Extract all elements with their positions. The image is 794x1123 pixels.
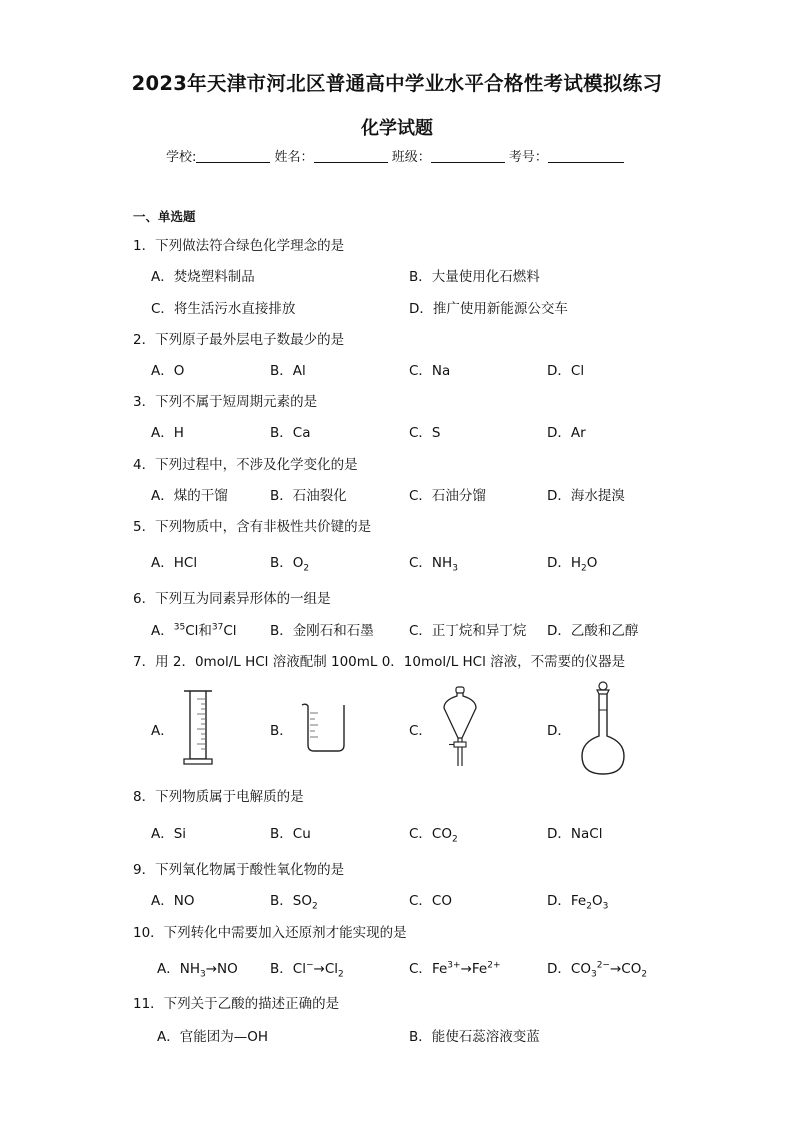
option-c-text: C．NH (409, 555, 453, 571)
option-d: D．Ar (547, 425, 586, 441)
option-b: B．Al (270, 363, 306, 379)
question-stem: 5．下列物质中，含有非极性共价键的是 (133, 519, 372, 535)
subscript: 2 (303, 563, 310, 574)
option-d (547, 889, 608, 912)
subscript: 2 (311, 901, 318, 912)
question-stem: 3．下列不属于短周期元素的是 (133, 394, 318, 410)
option-c: C．石油分馏 (409, 488, 486, 504)
option-a: A．煤的干馏 (151, 488, 228, 504)
option-d (547, 957, 647, 980)
option-d: D． (547, 723, 571, 739)
section-heading: 一、单选题 (133, 209, 196, 224)
subscript: 2 (641, 969, 648, 980)
product: CO (621, 961, 642, 977)
question-stem: 9．下列氧化物属于酸性氧化物的是 (133, 862, 345, 878)
name-label: 姓名： (274, 150, 314, 165)
option-a (151, 619, 237, 639)
class-label: 班级： (391, 150, 431, 165)
option-b: B．能使石蕊溶液变蓝 (409, 1029, 540, 1045)
reaction-arrow: → (460, 961, 472, 977)
product: Fe (471, 961, 488, 977)
option-b: B．金刚石和石墨 (270, 623, 374, 639)
subscript: 3 (602, 901, 609, 912)
option-a: A．官能团为—OH (157, 1029, 269, 1045)
question-stem: 8．下列物质属于电解质的是 (133, 789, 304, 805)
option-c (409, 551, 458, 574)
option-d: D．乙酸和乙醇 (547, 623, 639, 639)
option-b: B． (270, 723, 293, 739)
option-d: D．海水提溴 (547, 488, 625, 504)
volumetric-flask-icon (578, 680, 628, 778)
option-c-text: C． (409, 961, 432, 977)
question-stem: 10．下列转化中需要加入还原剂才能实现的是 (133, 925, 407, 941)
option-d: D．推广使用新能源公交车 (409, 301, 568, 317)
option-b-text: B．O (270, 555, 304, 571)
option-b-text: B． (270, 961, 293, 977)
option-a-text: A． (151, 623, 174, 639)
separatory-funnel-icon (440, 686, 480, 768)
school-label: 学校: (166, 150, 197, 165)
graduated-cylinder-icon (181, 689, 215, 767)
reaction-arrow: → (313, 961, 325, 977)
option-c: C．Na (409, 363, 451, 379)
option-a: A．H (151, 425, 184, 441)
subscript: 2 (581, 563, 587, 574)
conjunction: 和 (198, 623, 212, 639)
reactant: NH (179, 961, 200, 977)
option-a: A．HCl (151, 555, 198, 571)
school-blank[interactable] (196, 150, 270, 163)
superscript: 3+ (447, 960, 461, 971)
id-blank[interactable] (548, 150, 624, 163)
reactant: Fe (431, 961, 448, 977)
option-a: A．NO (151, 893, 195, 909)
reaction-arrow: → (205, 961, 218, 977)
option-b: B．石油裂化 (270, 488, 347, 504)
reactant: CO (570, 961, 591, 977)
option-a: A． (151, 723, 174, 739)
element-symbol: Cl (223, 623, 237, 639)
product: Cl (324, 961, 338, 977)
product: NO (217, 961, 238, 977)
exam-subtitle: 化学试题 (361, 118, 433, 139)
option-d-text: D． (547, 961, 571, 977)
subscript: 3 (590, 969, 597, 980)
option-b (270, 889, 318, 912)
exam-title: 2023年天津市河北区普通高中学业水平合格性考试模拟练习 (131, 72, 663, 95)
subscript: 2 (451, 834, 458, 845)
question-stem: 2．下列原子最外层电子数最少的是 (133, 332, 345, 348)
option-a: A．Si (151, 826, 187, 842)
option-d-text: D．H (547, 555, 582, 571)
superscript: 2− (596, 960, 610, 971)
option-c: C．CO (409, 893, 452, 909)
reaction-arrow: → (609, 961, 622, 977)
question-stem: 4．下列过程中，不涉及化学变化的是 (133, 457, 358, 473)
question-stem: 6．下列互为同素异形体的一组是 (133, 591, 331, 607)
student-info-line (166, 146, 624, 165)
option-d (547, 551, 597, 574)
option-d: D．Cl (547, 363, 585, 379)
reactant: Cl (292, 961, 306, 977)
option-d-text: D．Fe (547, 893, 587, 909)
option-a: A．O (151, 363, 185, 379)
option-c: C．正丁烷和异丁烷 (409, 623, 527, 639)
subscript: 2 (586, 901, 592, 912)
question-stem: 11．下列关于乙酸的描述正确的是 (133, 996, 340, 1012)
element-symbol: Cl (185, 623, 199, 639)
option-c (409, 822, 458, 845)
name-blank[interactable] (314, 150, 388, 163)
option-b (270, 957, 344, 980)
option-c-text: C．CO (409, 826, 452, 842)
option-b: B．Cu (270, 826, 311, 842)
option-a: A．焚烧塑料制品 (151, 269, 255, 285)
option-a (157, 957, 238, 980)
question-stem: 1．下列做法符合绿色化学理念的是 (133, 238, 345, 254)
option-c: C．S (409, 425, 441, 441)
superscript: 2+ (487, 960, 501, 971)
option-a-text: A． (157, 961, 180, 977)
subscript: 3 (200, 969, 206, 980)
superscript: − (305, 960, 314, 971)
option-b (270, 551, 309, 574)
option-b: B．大量使用化石燃料 (409, 269, 540, 285)
option-b: B．Ca (270, 425, 311, 441)
id-label: 考号： (508, 150, 548, 165)
option-b-text: B．SO (270, 893, 312, 909)
mass-number: 35 (173, 622, 186, 633)
option-d: D．NaCl (547, 826, 603, 842)
formula-mid: O (591, 893, 603, 909)
option-c (409, 957, 501, 977)
option-c: C．将生活污水直接排放 (151, 301, 296, 317)
option-c: C． (409, 723, 432, 739)
class-blank[interactable] (431, 150, 505, 163)
question-stem: 7．用 2．0mol/L HCl 溶液配制 100mL 0．10mol/L HCl 溶液，不需要的仪器是 (133, 654, 626, 670)
subscript: 3 (452, 563, 458, 574)
formula-tail: O (586, 555, 598, 571)
beaker-icon (299, 701, 351, 753)
mass-number: 37 (211, 622, 224, 633)
subscript: 2 (338, 969, 344, 980)
